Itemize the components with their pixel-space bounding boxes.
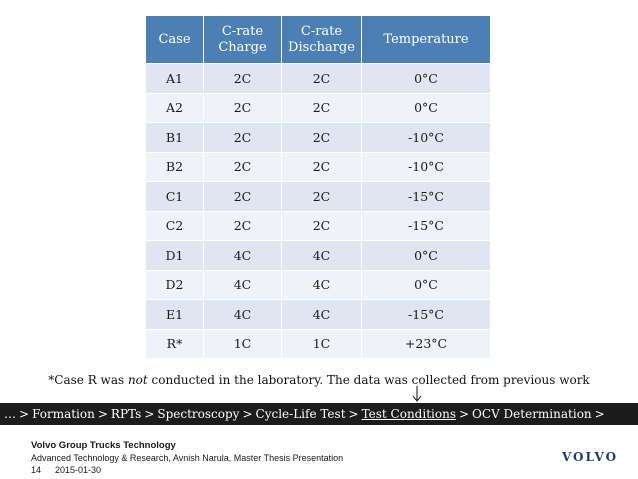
table-row bbox=[146, 64, 491, 94]
table-cell: 2C bbox=[282, 211, 362, 241]
nav-ellipsis: … bbox=[4, 407, 16, 421]
nav-item-test-conditions[interactable]: Test Conditions bbox=[361, 407, 456, 421]
test-conditions-table-container bbox=[145, 15, 490, 359]
down-arrow-icon bbox=[411, 386, 423, 402]
table-cell: 2C bbox=[204, 64, 282, 94]
table-cell: -15°C bbox=[362, 211, 491, 241]
table-cell: 2C bbox=[282, 152, 362, 182]
volvo-logo: VOLVO bbox=[561, 450, 619, 464]
table-cell: 2C bbox=[204, 123, 282, 153]
table-cell: A2 bbox=[146, 93, 204, 123]
table-row bbox=[146, 241, 491, 271]
nav-separator: > bbox=[97, 407, 108, 421]
table-cell: A1 bbox=[146, 64, 204, 94]
table-row bbox=[146, 329, 491, 359]
table-row bbox=[146, 152, 491, 182]
nav-separator: > bbox=[348, 407, 359, 421]
table-row bbox=[146, 211, 491, 241]
table-cell: D1 bbox=[146, 241, 204, 271]
table-row bbox=[146, 93, 491, 123]
nav-item-cycle-life-test[interactable]: Cycle-Life Test bbox=[255, 407, 346, 421]
table-header-row bbox=[146, 16, 491, 64]
nav-item-ocv-determination[interactable]: OCV Determination bbox=[472, 407, 592, 421]
footnote: *Case R was not conducted in the laboratory. The data was collected from previous work bbox=[48, 373, 590, 387]
table-cell: 4C bbox=[282, 300, 362, 330]
table-cell: D2 bbox=[146, 270, 204, 300]
table-cell: -15°C bbox=[362, 182, 491, 212]
table-row bbox=[146, 300, 491, 330]
table-cell: 2C bbox=[282, 123, 362, 153]
table-cell: 4C bbox=[204, 241, 282, 271]
table-cell: -15°C bbox=[362, 300, 491, 330]
footer-date: 2015-01-30 bbox=[55, 465, 102, 475]
table-cell: C1 bbox=[146, 182, 204, 212]
table-cell: 0°C bbox=[362, 64, 491, 94]
table-cell: 0°C bbox=[362, 241, 491, 271]
table-cell: 2C bbox=[282, 93, 362, 123]
test-conditions-table bbox=[145, 15, 491, 359]
header-case: Case bbox=[146, 16, 204, 64]
table-cell: C2 bbox=[146, 211, 204, 241]
nav-separator: > bbox=[144, 407, 155, 421]
table-cell: 0°C bbox=[362, 93, 491, 123]
footer-subtitle: Advanced Technology & Research, Avnish Narula, Master Thesis Presentation bbox=[31, 453, 344, 463]
table-cell: 1C bbox=[204, 329, 282, 359]
footer-organization: Volvo Group Trucks Technology bbox=[31, 440, 176, 451]
header-crate-charge: C-rate Charge bbox=[204, 16, 282, 64]
table-cell: B1 bbox=[146, 123, 204, 153]
nav-separator: > bbox=[594, 407, 605, 421]
table-cell: 2C bbox=[204, 182, 282, 212]
header-crate-discharge: C-rate Discharge bbox=[282, 16, 362, 64]
nav-item-rpts[interactable]: RPTs bbox=[110, 407, 142, 421]
table-cell: E1 bbox=[146, 300, 204, 330]
table-cell: +23°C bbox=[362, 329, 491, 359]
table-row bbox=[146, 270, 491, 300]
table-cell: R* bbox=[146, 329, 204, 359]
table-cell: 4C bbox=[204, 300, 282, 330]
page-number: 14 bbox=[31, 465, 42, 475]
nav-item-formation[interactable]: Formation bbox=[32, 407, 95, 421]
header-temperature: Temperature bbox=[362, 16, 491, 64]
nav-separator: > bbox=[458, 407, 470, 421]
table-cell: 2C bbox=[204, 93, 282, 123]
nav-separator: > bbox=[242, 407, 253, 421]
nav-item-spectroscopy[interactable]: Spectroscopy bbox=[157, 407, 240, 421]
table-cell: 2C bbox=[204, 152, 282, 182]
breadcrumb-nav-bar bbox=[0, 403, 638, 425]
table-cell: 2C bbox=[282, 182, 362, 212]
table-cell: 4C bbox=[282, 241, 362, 271]
table-row bbox=[146, 123, 491, 153]
table-cell: 2C bbox=[204, 211, 282, 241]
table-cell: B2 bbox=[146, 152, 204, 182]
table-cell: 0°C bbox=[362, 270, 491, 300]
table-row bbox=[146, 182, 491, 212]
footer-meta bbox=[31, 464, 343, 476]
table-cell: 2C bbox=[282, 64, 362, 94]
table-cell: 4C bbox=[204, 270, 282, 300]
table-cell: -10°C bbox=[362, 123, 491, 153]
footer bbox=[31, 440, 343, 476]
table-cell: 1C bbox=[282, 329, 362, 359]
table-cell: -10°C bbox=[362, 152, 491, 182]
table-cell: 4C bbox=[282, 270, 362, 300]
nav-separator: > bbox=[19, 407, 30, 421]
